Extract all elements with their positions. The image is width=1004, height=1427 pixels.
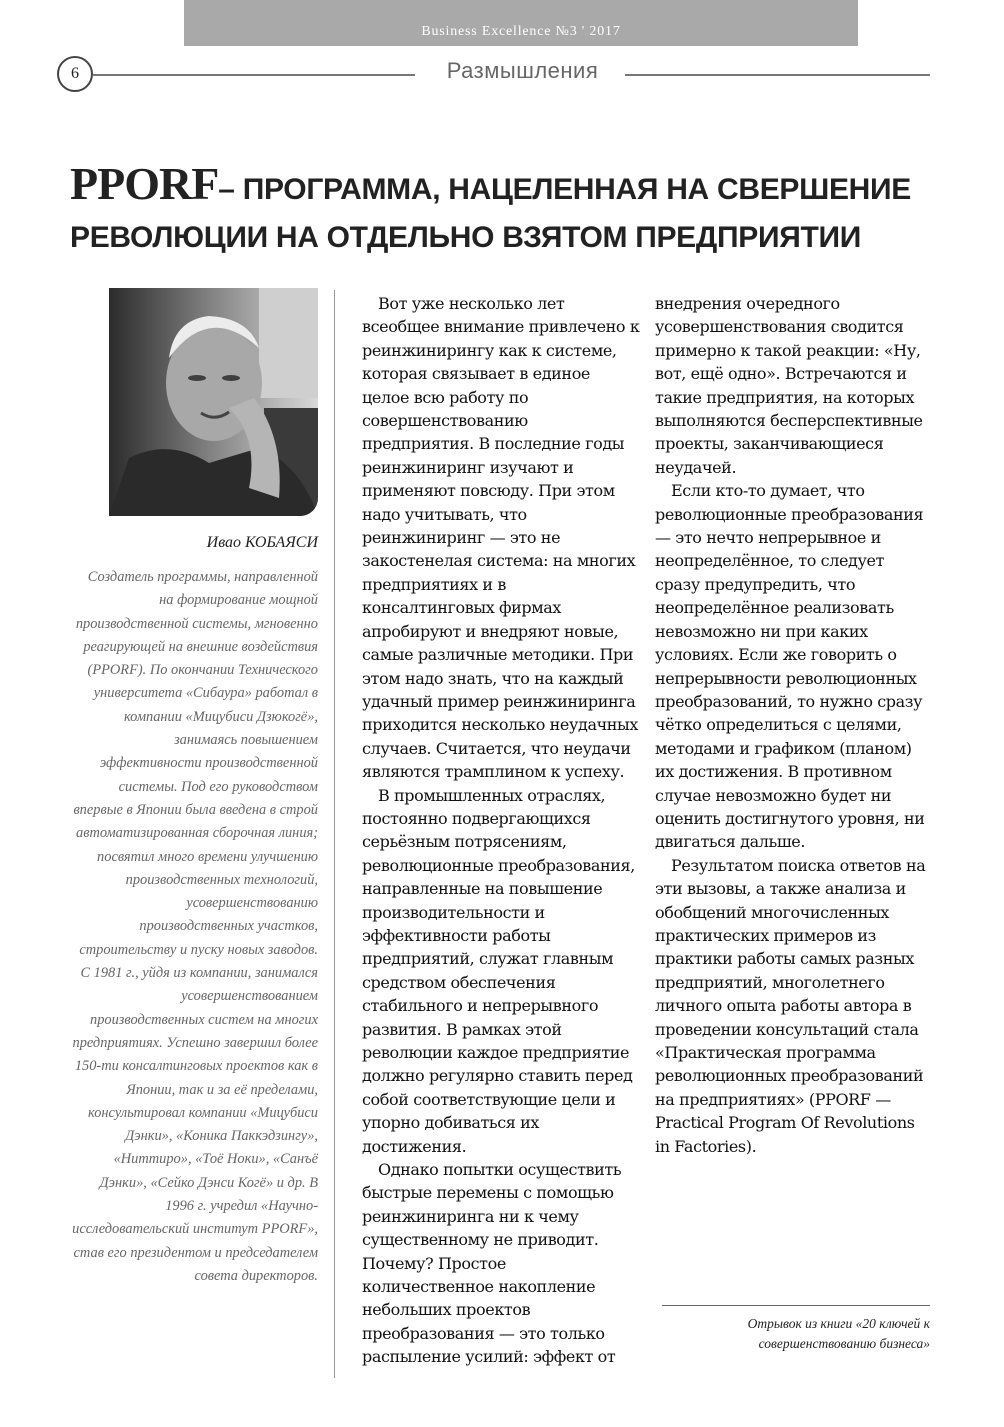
source-rule [662,1305,930,1306]
paragraph: Однако попытки осуществить быстрые перемены с помощью реинжиниринга ни к чему существенному не приводит. Почему? Простое количественное накопление небольших проектов преобразования — это только распыление усилий: эффект от [362,1160,622,1367]
paragraph: внедрения очередного усовершенствования сводится примерно к такой реакции: «Ну, вот, ещё одно». Встречаются и такие предприятия, на которых выполняются бесперспективные проекты, заканчивающиеся неудачей. [655,294,923,477]
column-divider [334,290,335,1378]
magazine-banner [184,0,858,46]
source-note: Отрывок из книги «20 ключей к совершенствованию бизнеса» [747,1316,930,1351]
author-bio [70,566,318,1288]
paragraph: Если кто-то думает, что революционные преобразования — это нечто непрерывное и неопределённое, то следует сразу предупредить, что неопределённое реализовать невозможно ни при каких условиях. Если же говорить о непрерывности революционных преобразований, то нужно сразу чётко определиться с целями, методами и графиком (планом) их достижения. В противном случае невозможно будет ни оценить достигнутого уровня, ни двигаться дальше. [655,481,925,852]
headline-rest: – ПРОГРАММА, НАЦЕЛЕННАЯ НА СВЕРШЕНИЕ РЕВОЛЮЦИИ НА ОТДЕЛЬНО ВЗЯТОМ ПРЕДПРИЯТИИ [70,173,912,254]
paragraph: Вот уже несколько лет всеобщее внимание привлечено к реинжинирингу как к системе, которая связывает в единое целое всю работу по совершенствованию предприятия. В последние годы реинжиниринг изучают и применяют повсюду. При этом надо учитывать, что реинжиниринг — это не закостенелая система: на многих предприятиях и в консалтинговых фирмах апробируют и внедряют новые, самые различные методики. При этом надо знать, что на каждый удачный пример реинжиниринга приходится несколько неудачных случаев. Считается, что неудачи являются трамплином к успеху. [362,294,640,782]
headline-brand: PPORF [70,158,219,209]
paragraph: Результатом поиска ответов на эти вызовы, а также анализа и обобщений многочисленных практических примеров из практики работы самых разных предприятий, многолетнего личного опыта работы автора в проведении консультаций стала «Практическая программа революционных преобразований на предприятиях» (PPORF — Practical Program Of Revolutions in Factories). [655,855,926,1156]
article-column-2 [655,292,933,1158]
author-bio-text: Создатель программы, направленной на формирование мощной производственной системы, мгновенно реагирующей на внешние воздействия (PPORF). По окончании Технического университета «Сибаура» работал в компании «Мицубиси Дзюкогё», занимаясь повышением эффективности производственной системы. Под его руководством впервые в Японии была введена в строй автоматизированная сборочная линия; посвятил много времени улучшению производственных технологий, усовершенствованию производственных участков, строительству и пуску новых заводов. С 1981 г., уйдя из компании, занимался усовершенствованием производственных систем на многих предприятиях. Успешно завершил более 150-ти консалтинговых проектов как в Японии, так и за её пределами, консультировал компании «Мицубиси Дэнки», «Коника Паккэдзингу», «Ниттиро», «Тоё Ноки», «Санъё Дэнки», «Сейко Дэнси Когё» и др. В 1996 г. учредил «Научно-исследовательский институт PPORF», став его президентом и председателем совета директоров. [72,569,318,1284]
paragraph: В промышленных отраслях, постоянно подвергающихся серьёзным потрясениям, революционные преобразования, направленные на повышение производительности и эффективности работы предприятий, служат главным средством обеспечения стабильного и непрерывного развития. В рамках этой революции каждое предприятие должно регулярно ставить перед собой соответствующие цели и упорно добиваться их достижения. [362,785,635,1156]
page-number: 6 [57,56,93,92]
section-rule-right [625,74,930,76]
section-label: Размышления [446,58,599,83]
author-name: Ивао КОБАЯСИ [206,534,318,551]
magazine-title: Business Excellence №3 ' 2017 [421,24,621,39]
author-photo [109,288,318,516]
section-rule-left [93,74,415,76]
article-headline [70,160,950,262]
article-column-1 [362,292,640,1369]
